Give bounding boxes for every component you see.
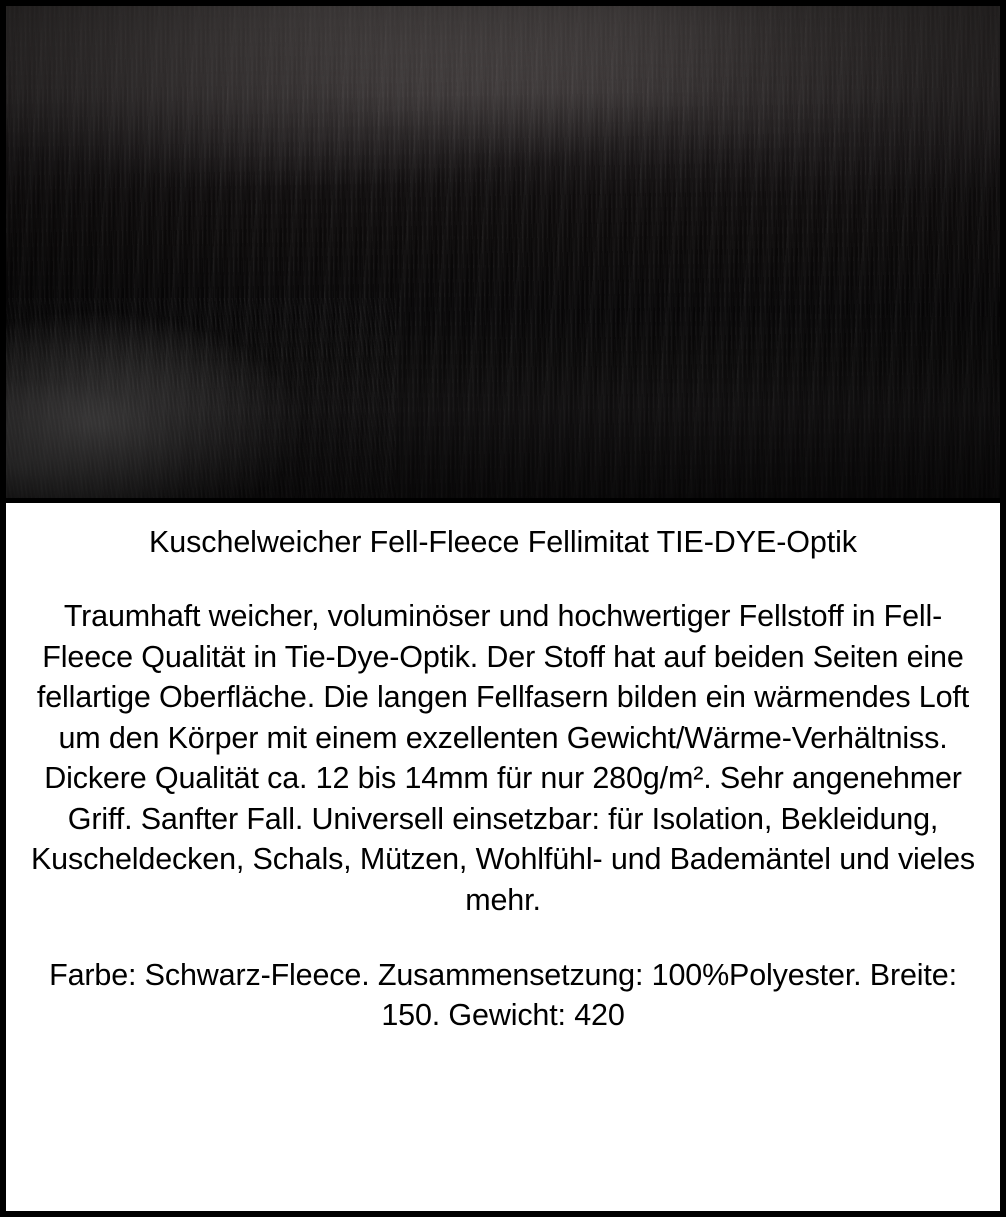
product-image: [6, 6, 1000, 503]
product-title: Kuschelweicher Fell-Fleece Fellimitat TIE-DYE-Optik: [149, 525, 857, 559]
product-description-text: Traumhaft weicher, voluminöser und hochwertiger Fellstoff in Fell-Fleece Qualität in Tie-Dye-Optik. Der Stoff hat auf beiden Seiten eine fellartige Oberfläche. Die langen Fellfasern bilden ein wärmendes Loft um den Körper mit einem exzellenten Gewicht/Wärme-Verhältniss. Dickere Qualität ca. 12 bis 14mm für nur 280g/m². Sehr angenehmer Griff. Sanfter Fall. Universell einsetzbar: für Isolation, Bekleidung, Kuscheldecken, Schals, Mützen, Wohlfühl- und Bademäntel und vieles mehr.: [30, 599, 976, 917]
product-specs-text: Farbe: Schwarz-Fleece. Zusammensetzung: 100%Polyester. Breite: 150. Gewicht: 420: [49, 957, 957, 1033]
product-description-block: [6, 503, 1000, 1036]
image-vignette: [6, 6, 1000, 498]
